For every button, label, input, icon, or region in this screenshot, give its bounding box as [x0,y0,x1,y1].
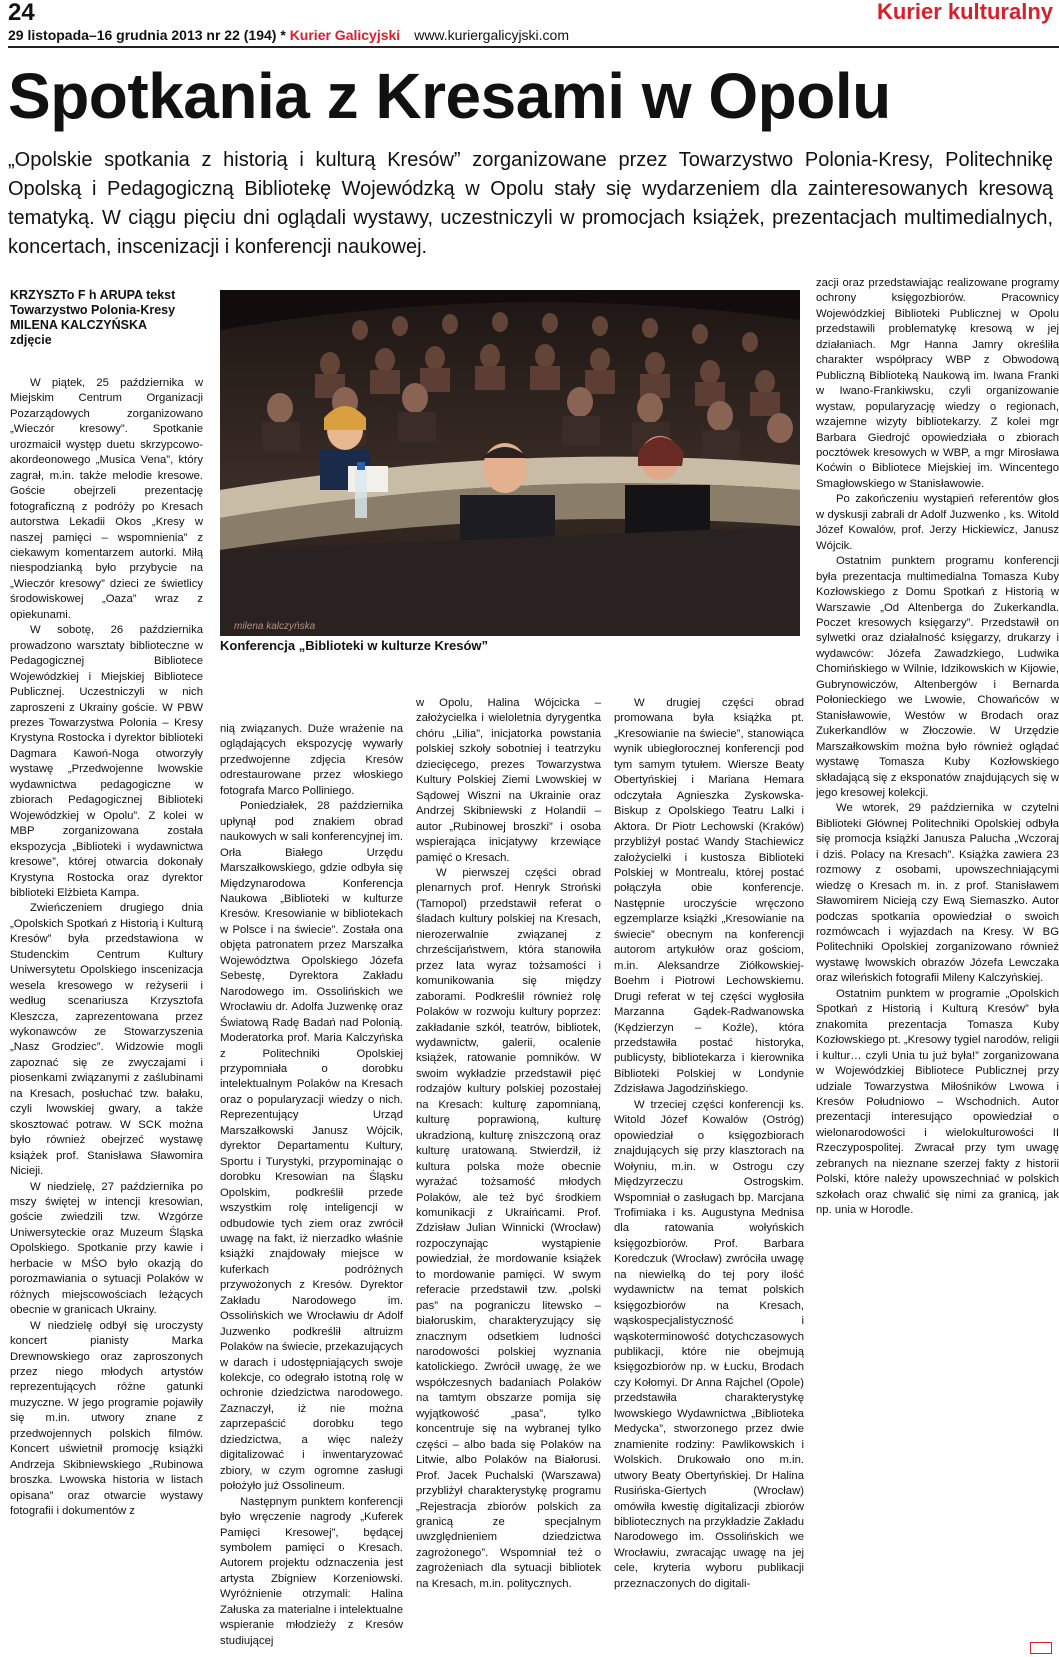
paragraph: zacji oraz przedstawiając realizowane programy ochrony księgozbiorów. Pracownicy Wojewódzkiej Biblioteki Publicznej w Opolu przedstawili problematykę kresową w jej działaniach. Mgr Hanna Jamry określiła charakter współpracy WBP z Obwodową Publiczną Biblioteką Naukową im. Iwana Franki w Iwano-Frankiwsku, czyli organizowanie wystaw, popularyzację wiedzy o regionach, wzajemne wizyty bibliotekarzy. Z kolei mgr Barbara Giedrojć opowiedziała o zbiorach pocztówek kresowych w WBP, a mgr Mirosława Koćwin o Bibliotece Miejskiej im. Wincentego Smagłowskiego w Stanisławowie. [816,277,1059,490]
paragraph: Poniedziałek, 28 października upłynął pod znakiem obrad naukowych w sali konferencyjnej im. Orła Białego Urzędu Marszałkowskiego, gdzie odbyła się Międzynarodowa Konferencja Naukowa „Biblioteki w kulturze Kresów. Kresowianie w bibliotekach w Polsce i na świecie”. Została ona objęta patronatem przez Marszałka Województwa Opolskiego Józefa Sebestę, Dyrektora Zakładu Narodowego im. Ossolińskich we Wrocławiu dr. Adolfa Juzwenkę oraz Światową Radę Badań nad Polonią. Moderatorka prof. Maria Kalczyńska z Politechniki Opolskiej przypomniała o dorobku intelektualnym Polaków na Kresach oraz o popularyzacji wiedzy o nich. Reprezentujący Urząd Marszałkowski Janusz Wójcik, dyrektor Departamentu Kultury, Sportu i Turystyki, przypominając o dorobku Kresowian na Śląsku Opolskim, podkreślił przede wszystkim rolę inteligencji w odbudowie tych ziem oraz zwrócił uwagę na fakt, iż nierzadko właśnie książki znajdowały miejsce w kuferkach podróżnych przywożonych z Kresów. Dyrektor Zakładu Narodowego im. Ossolińskich we Wrocławiu dr Adolf Juzwenko podkreślił altruizm Polaków na świecie, przekazujących w darach i udostępniających swoje kolekcje, co odegrało istotną rolę w ochronie dziedzictwa narodowego. Zaznaczył, iż nie można zaprzepaścić dorobku tego dziedzictwa, a więc należy digitalizować i inwentaryzować zbiory, w czym ogromne zasługi położyło już Ossolineum. [220,800,403,1493]
article-headline: Spotkania z Kresami w Opolu [8,60,891,132]
byline-author: KRZYSZTo F h ARUPA tekst [10,288,176,302]
issue-line [8,27,569,43]
paragraph: W niedzielę odbył się uroczysty koncert pianisty Marka Drewnowskiego oraz zaproszonych przez niego młodych artystów reprezentujących różne gatunki muzyczne. W jego programie pojawiły się m.in. utwory znane z przedwojennych polskich filmów. Koncert uświetnił promocję książki Andrzeja Skibniewskiego „Rubinowa broszka. Lwowska historia w listach opisana” oraz otwarcie wystawy fotografii i dokumentów z [10,1319,203,1518]
byline-photographer: MILENA KALCZYŃSKA [10,318,148,332]
paragraph: W niedzielę, 27 października po mszy świętej w intencji kresowian, goście zwiedzili tzw. Wzgórze Uniwersyteckie oraz Muzeum Śląska Opolskiego. Spotkanie przy kawie i herbacie w MŚO było okazją do porozmawiania o sytuacji Polaków w różnych miejscowościach leżących obecnie w granicach Ukrainy. [10,1180,203,1317]
paragraph: W pierwszej części obrad plenarnych prof. Henryk Stroński (Tarnopol) przedstawił referat o śladach kultury polskiej na Kresach, nierozerwalnie związanej z chrześcijaństwem, która stanowiła przez lata wyraz tożsamości i komunikowania się między zaborami. Podkreślił również rolę Polaków w rozwoju kultury poprzez: zakładanie szkół, teatrów, bibliotek, wydawnictw, galerii, ocalenie książek, ratowanie pomników. W swoim wykładzie przedstawił pięć rodzajów kultury polskiej pozostałej na Kresach: kulturę zapomnianą, kulturę poprawioną, kulturę ukradzioną, kulturę zniszczoną oraz kulturę uratowaną. Stwierdził, iż kultura polska może obecnie wyrażać tożsamość młodych Polaków, ale też być środkiem komunikacji z Ukraińcami. Prof. Zdzisław Julian Winnicki (Wrocław) rozpoczynając wystąpienie powiedział, że mordowanie książek to mordowanie pamięci. W swym referacie przedstawił tzw. „polski pas” na pograniczu litewsko – białoruskim, charakteryzujący się znacznym odsetkiem ludności narodowości polskiej wyznania katolickiego. Zwrócił uwagę, że we współczesnych badaniach Polaków na tamtym obszarze pomija się wyjątkowość „pasa”, tylko koncentruje się na wybranej tylko części – albo bada się Polaków na Litwie, albo Polaków na Białorusi. Prof. Jacek Puchalski (Warszawa) przybliżył charakterystykę programu „Rejestracja zbiorów polskich za granicą ze specjalnym uwzględnieniem dziedzictwa zagrożonego”. Wspomniał też o zagrożeniach dla sytuacji bibliotek na Kresach, m.in. politycznych. [416,866,601,1590]
paragraph: W drugiej części obrad promowana była książka pt. „Kresowianie na świecie”, stanowiąca wynik ubiegłorocznej konferencji pod tym samym tytułem. Wiersze Beaty Obertyńskiej i Mariana Hemara odczytała Agnieszka Zyskowska-Biskup z Opolskiego Teatru Lalki i Aktora. Dr Piotr Lechowski (Kraków) przybliżył postać Wandy Stachiewicz założycielki i kustosza Biblioteki Polskiej w Montrealu, której postać połączyła obie konferencje. Następnie uroczyście wręczono egzemplarze książki „Kresowianie na świecie” obecnym na konferencji autorom artykułów oraz gościom, m.in. Aleksandrze Ziółkowskiej-Boehm i Piotrowi Lechowskiemu. Drugi referat w tej części wygłosiła Marzanna Gądek-Radwanowska (Kędzierzyn – Koźle), która przedstawiła postać historyka, publicysty, bibliotekarza i kierownika Biblioteki Polskiej w Londynie Zdzisława Jagodzińskiego. [614,697,804,1096]
paragraph: Po zakończeniu wystąpień referentów głos w dyskusji zabrali dr Adolf Juzwenko , ks. Witold Józef Kowalów, prof. Jerzy Hickiewicz, Janusz Wójcik. [816,493,1059,552]
article-column-2 [220,722,403,1657]
paragraph: W piątek, 25 października w Miejskim Centrum Organizacji Pozarządowych zorganizowano „Wieczór kresowy”. Spotkanie urozmaicił występ duetu skrzypcowo-akordeonowego „Musica Vena”, który zagrał, m.in. także melodie kresowe. Goście obejrzeli prezentację fotograficzną z podróży po Kresach autorstwa Lekadii Okos „Kresy w naszej pamięci – wspomnienia” z ciekawym komentarzem autorki. Miłą niespodzianką było przybycie na „Wieczór kresowy” dzieci ze świetlicy środowiskowej „Oaza” wraz z opiekunami. [10,377,203,621]
issue-dates: 29 listopada–16 grudnia 2013 nr 22 (194) * [8,27,290,43]
end-mark [1030,1642,1052,1654]
paragraph: W sobotę, 26 października prowadzono warsztaty biblioteczne w Pedagogicznej Bibliotece Wojewódzkiej i Miejskiej Bibliotece Publicznej. Uczestniczyli w nich zaproszeni z Ukrainy goście. W PBW prezes Towarzystwa Polonia – Kresy Krystyna Rostocka i dyrektor biblioteki Dagmara Kawoń-Noga otworzyły wystawę „Przedwojenne lwowskie wydawnictwa pedagogiczne w zbiorach Pedagogicznej Biblioteki Wojewódzkiej w Opolu”. Z kolei w MBP zorganizowana została ekspozycja „Biblioteki i wydawnictwa kresowe”, której otwarcia dokonały Krystyna Rostocka oraz dyrektor biblioteki Elżbieta Kampa. [10,624,203,899]
section-name: Kurier kulturalny [876,0,1053,24]
paragraph: nią związanych. Duże wrażenie na oglądających ekspozycję wywarły przedwojenne zdjęcia Kresów odrestaurowane przez włoskiego fotografa Marco Polliniego. [220,723,403,797]
page-header [8,0,1059,52]
article-column-5 [816,276,1059,1657]
header-rule [8,46,1059,48]
page-number: 24 [8,0,35,26]
article-column-3 [416,696,601,1657]
photo-caption: Konferencja „Biblioteki w kulturze Kresów” [220,638,488,653]
paragraph: Zwieńczeniem drugiego dnia „Opolskich Spotkań z Historią i Kulturą Kresów” była przedstawiona w Studenckim Centrum Kultury Uniwersytetu Opolskiego inscenizacja wesela kresowego w reżyserii i według scenariusza Krzysztofa Kleszcza, zaprezentowana przez wykonawców ze Stowarzyszenia „Nasz Grodziec”. Widzowie mogli zapoznać się ze zwyczajami i piosenkami związanymi z zaślubinami na Kresach, posłuchać tzw. bałaku, czyli lwowskiej gwary, a także skosztować potraw. W SCK można było również obejrzeć wystawę książek prof. Stanisława Sławomira Nicieji. [10,902,203,1178]
paragraph: Następnym punktem konferencji było wręczenie nagrody „Kuferek Pamięci Kresowej”, będącej symbolem pamięci o Kresach. Autorem projektu odznaczenia jest artysta Zbigniew Korzeniowski. Wyróżnienie otrzymali: Halina Załuska za materialne i intelektualne wspieranie młodzieży z Kresów studiującej [220,1495,403,1647]
photo-credit: milena kalczyńska [234,621,316,632]
byline-organization: Towarzystwo Polonia-Kresy [10,303,176,317]
article-column-4 [614,696,804,1657]
paragraph: Ostatnim punktem w programie „Opolskich Spotkań z Historią i Kulturą Kresów” była znakomita prezentacja Tomasza Kuby Kozłowskiego pt. „Kresowy tygiel narodów, religii i kultur… czyli Unia tu już była!” zorganizowana w Wojewódzkiej Bibliotece Publicznej przy udziale Towarzystwa Miłośników Lwowa i Kresów Południowo – Wschodnich. Autor prezentacji interesująco opowiedział o wielonarodowości i wielokulturowości II Rzeczypospolitej. Zwracał przy tym uwagę zebranych na nieznane szerzej fakty z historii Polski, które należy upowszechniać w polskich szkołach oraz chwalić się nimi za granicą, jak np. unia w Horodle. [816,987,1059,1217]
article-lead: „Opolskie spotkania z historią i kulturą Kresów” zorganizowane przez Towarzystwo Polonia-Kresy, Politechnikę Opolską i Pedagogiczną Bibliotekę Wojewódzką w Opolu stały się wydarzeniem dla zainteresowanych kresową tematyką. W ciągu pięciu dni oglądali wystawy, uczestniczyli w promocjach książek, prezentacjach multimedialnych, koncertach, inscenizacji i konferencji naukowej. [8,149,1053,258]
article-column-1 [10,376,203,1657]
conference-photo [220,290,800,636]
paragraph: w Opolu, Halina Wójcicka – założycielka i wieloletnia dyrygentka chóru „Lilia”, inicjatorka powstania polskiej szkoły sobotniej i teatrzyku dziecięcego, prezes Towarzystwa Kultury Polskiej Ziemi Lwowskiej w Sądowej Wiszni na Ukrainie oraz Andrzej Skibniewski z Holandii – autor „Rubinowej broszki” i osoba wspierająca inicjatywy krzewiące pamięć o Kresach. [416,697,601,864]
byline-photo-role: zdjęcie [10,333,52,347]
byline [10,288,200,348]
publication-name: Kurier Galicyjski [289,27,401,43]
paragraph: We wtorek, 29 października w czytelni Biblioteki Głównej Politechniki Opolskiej odbyła się promocja książki Janusza Palucha „Wczoraj i dziś. Polacy na Kresach”. Książka zawiera 23 rozmowy z osobami, upowszechniającymi wiedzę o Kresach m. in. z prof. Stanisławem Sławomirem Nicieją czy Ewą Siemaszko. Autor podczas spotkania opowiedział o swoich rozmówcach i wyjazdach na Kresy. W BG Politechniki Opolskiej zorganizowano również wystawę lwowskich obrazów Józefa Lewczaka oraz wileńskich fotografii Mileny Kalczyńskiej. [816,802,1059,985]
paragraph: Ostatnim punktem programu konferencji była prezentacja multimedialna Tomasza Kuby Kozłowskiego z Domu Spotkań z Historią w Warszawie „Od Altenberga do Zukerkandla. Poczet kresowych księgarzy”. Przedstawił on sylwetki oraz działalność księgarzy, drukarzy i wydawców: Józefa Zawadzkiego, Ludwika Chomińskiego w Wilnie, Idzikowskich w Kijowie, Gubrynowiczów, Altenbergów i Bernarda Połonieckiego we Lwowie, Chowańców w Stanisławowie, Westów w Brodach oraz Zukerkandlów w Złoczowie. W Urzędzie Marszałkowskim można było również oglądać wystawę Tomasza Kuby Kozłowskiego składającą się z eksponatów znajdujących się w jego kresowej kolekcji. [816,555,1059,799]
website-link[interactable]: www.kuriergalicyjski.com [414,27,570,43]
paragraph: W trzeciej części konferencji ks. Witold Józef Kowalów (Ostróg) opowiedział o księgozbiorach znajdujących się przy klasztorach na Wołyniu, m.in. w Ostrogu czy Międzyrzeczu Ostrogskim. Wspomniał o zasługach bp. Marcjana Trofimiaka i ks. Augustyna Mednisa dla ratowania wołyńskich księgozbiorów. Prof. Barbara Koredczuk (Wrocław) zwróciła uwagę na niewielką do tej pory ilość wydawnictw na temat polskich księgozbiorów na Kresach, wąskospecjalistyczność i wąskoterminowość dotychczasowych publikacji, które nie obejmują księgozbiorów np. w Łucku, Brodach czy Kołomyi. Dr Anna Rajchel (Opole) przedstawiła charakterystykę lwowskiego Wydawnictwa „Biblioteka Medycka”, stworzonego przez dwie znamienite rodziny: Pawlikowskich i Wolskich. Drukowało ono m.in. utwory Beaty Obertyńskiej. Dr Halina Rusińska-Giertych (Wrocław) omówiła kwestię digitalizacji zbiorów bibliotecznych na przykładzie Zakładu Narodowego im. Ossolińskich we Wrocławiu, zwracając uwagę na jej cele, kryteria wyboru publikacji przeznaczonych do digitali- [614,1098,804,1590]
